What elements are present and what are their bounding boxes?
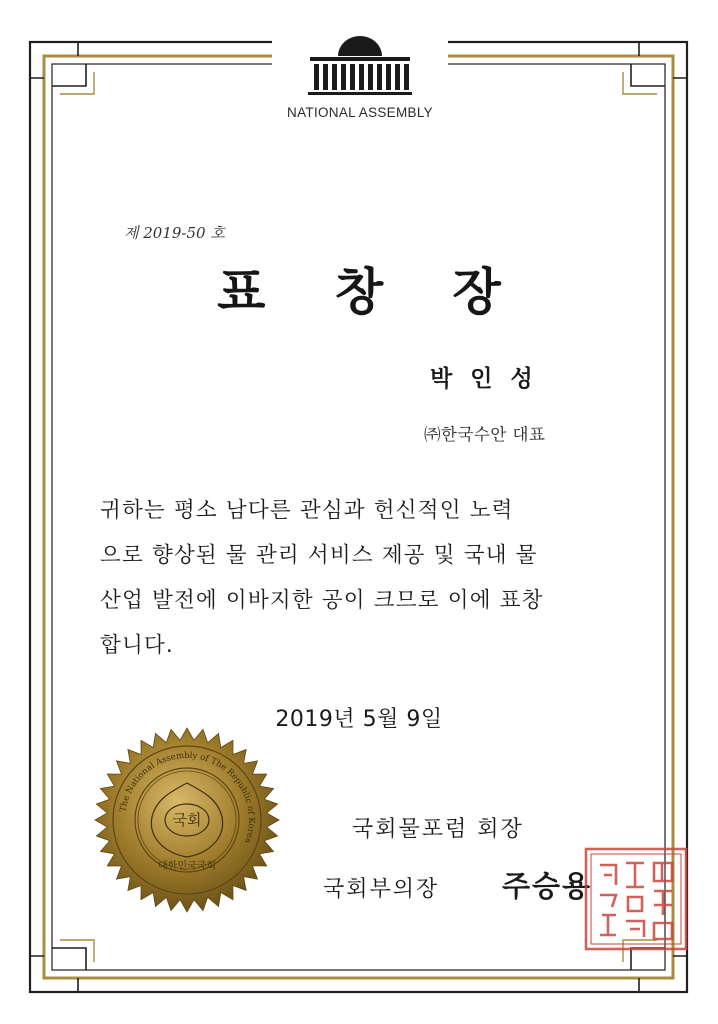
- seal-center-text: 국회: [172, 811, 202, 829]
- certificate-number: 제 2019-50 호: [124, 224, 225, 242]
- recipient-affiliation: ㈜한국수안 대표: [424, 425, 546, 444]
- issuer-name: 주승용: [502, 869, 593, 903]
- body-line: 귀하는 평소 남다른 관심과 헌신적인 노력: [100, 498, 514, 523]
- seal-bottom-text: 대한민국국회: [158, 861, 216, 872]
- body-line: 산업 발전에 이바지한 공이 크므로 이에 표창: [100, 588, 544, 613]
- certificate-body: [100, 488, 620, 668]
- certificate-date: 2019년 5월 9일: [275, 707, 443, 732]
- official-stamp-icon: [582, 845, 692, 955]
- body-line: 합니다.: [100, 633, 174, 658]
- gold-seal-icon: [92, 725, 282, 915]
- national-assembly-logo-icon: [290, 26, 430, 102]
- issuer-title: 국회부의장: [323, 877, 440, 902]
- certificate-title: 표 창 장: [217, 263, 527, 321]
- seal-outer-text: The National Assembly of The Republic of Korea: [118, 750, 257, 845]
- body-line: 으로 향상된 물 관리 서비스 제공 및 국내 물: [100, 543, 538, 568]
- issuer-line-1: 국회물포럼 회장: [352, 817, 524, 842]
- recipient-name: 박 인 성: [430, 366, 538, 392]
- logo-text: NATIONAL ASSEMBLY: [287, 105, 433, 120]
